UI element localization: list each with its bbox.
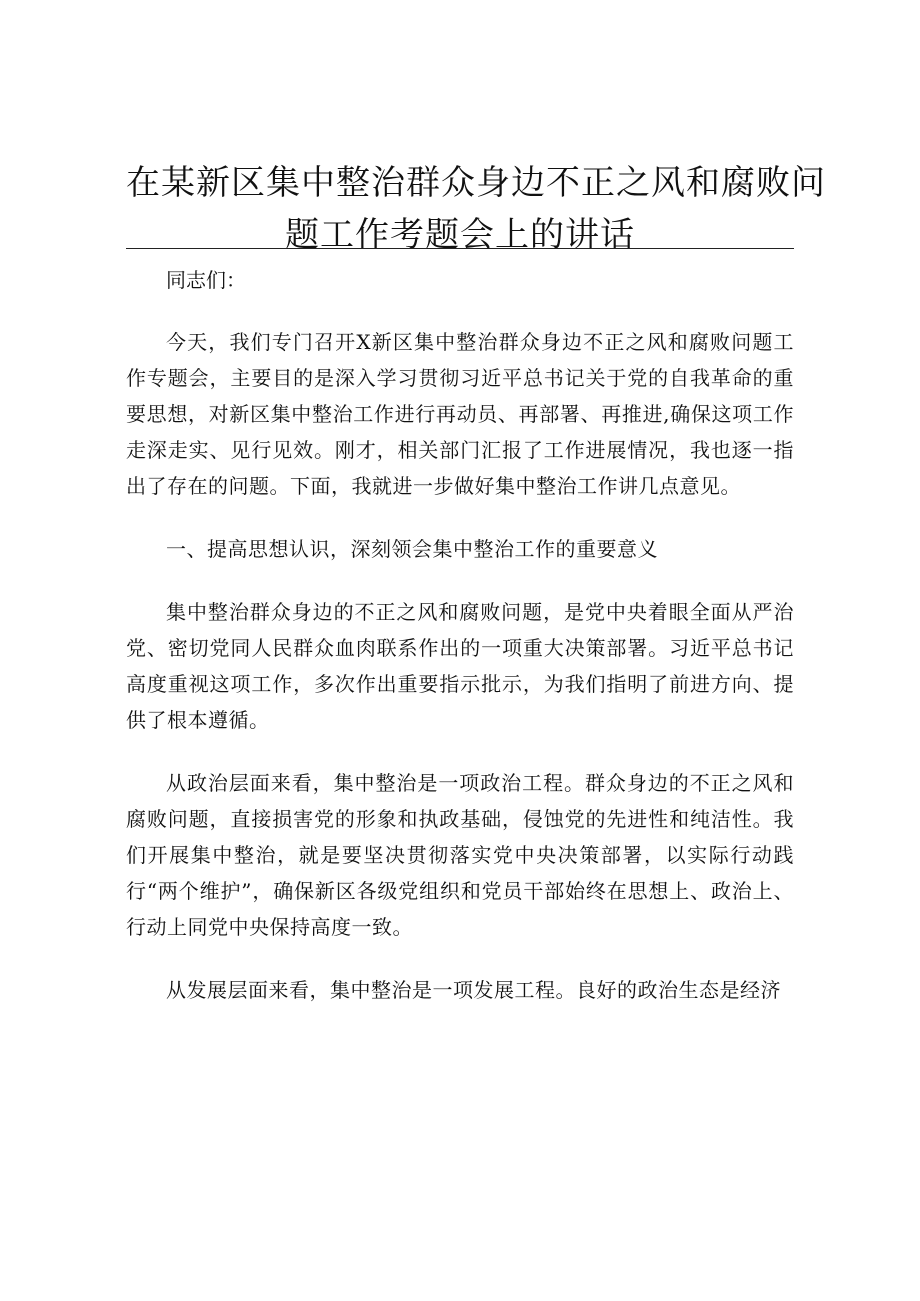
document-title — [126, 157, 826, 261]
paragraph-significance: 集中整治群众身边的不正之风和腐败问题，是党中央着眼全面从严治党、密切党同人民群众血肉联系作出的一项重大决策部署。习近平总书记高度重视这项工作，多次作出重要指示批示，为我们指明了前进方向、提供了根本遵循。 — [126, 600, 794, 732]
paragraph-development: 从发展层面来看，集中整治是一项发展工程。良好的政治生态是经济 — [166, 978, 781, 1002]
paragraph-intro: 今天，我们专门召开X新区集中整治群众身边不正之风和腐败问题工作专题会，主要目的是深入学习贯彻习近平总书记关于党的自我革命的重要思想，对新区集中整治工作进行再动员、再部署、再推进,确保这项工作走深走实、见行见效。刚才，相关部门汇报了工作进展情况，我也逐一指出了存在的问题。下面，我就进一步做好集中整治工作讲几点意见。 — [126, 330, 794, 498]
title-line-2: 题工作考题会上的讲话 — [285, 215, 635, 255]
section-heading-1: 一、提高思想认识，深刻领会集中整治工作的重要意义 — [166, 537, 658, 561]
greeting: 同志们： — [166, 268, 246, 292]
document-body — [126, 262, 794, 1035]
paragraph-political: 从政治层面来看，集中整治是一项政治工程。群众身边的不正之风和腐败问题，直接损害党的形象和执政基础，侵蚀党的先进性和纯洁性。我们开展集中整治，就是要坚决贯彻落实党中央决策部署，以实际行动践行“两个维护”，确保新区各级党组织和党员干部始终在思想上、政治上、行动上同党中央保持高度一致。 — [126, 771, 794, 939]
title-line-1: 在某新区集中整治群众身边不正之风和腐败问 — [126, 163, 826, 203]
title-underline-divider — [126, 248, 794, 249]
